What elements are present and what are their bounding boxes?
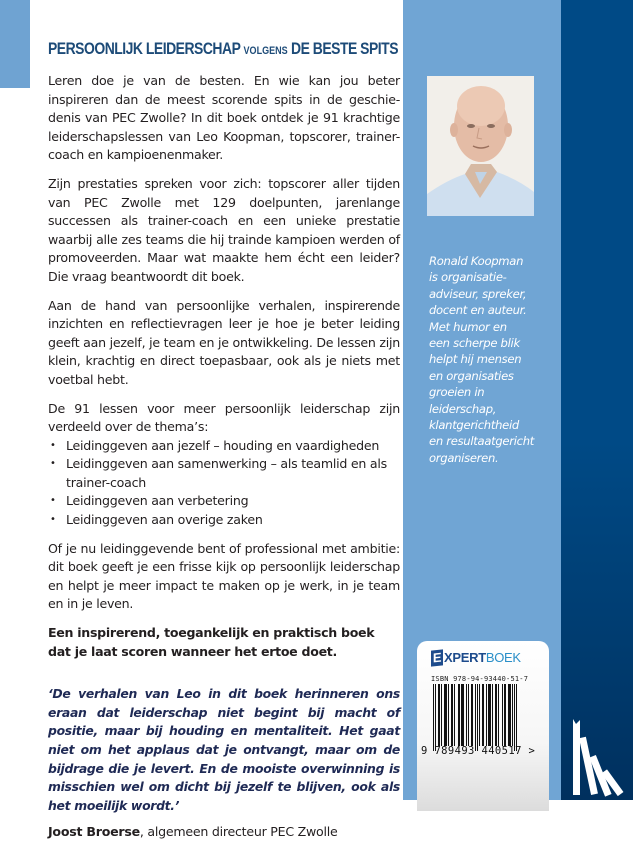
achievements-paragraph: Zijn prestaties spreken voor zich: topscorer aller tijden van PEC Zwolle met 129 doelpunten, jarenlange successen als trainer-coach en een unieke prestatie waarbij alle zes teams die hij trainde kampioen werden of promoveerden. Maar wat maakte hem écht een leider? Die vraag beantwoordt dit boek.: [48, 175, 400, 284]
bio-line: organiseren.: [429, 450, 499, 465]
portrait-image-icon: [427, 76, 534, 216]
falling-dominoes-icon: [571, 717, 627, 797]
bio-line: docent en auteur.: [429, 303, 527, 318]
logo-e-icon: E: [432, 649, 442, 666]
author-panel: [403, 0, 561, 800]
theme-item: • Leidinggeven aan verbetering: [48, 492, 400, 511]
bio-line: helpt hij mensen: [429, 352, 522, 367]
barcode-icon: [433, 684, 533, 746]
author-photo: [427, 76, 534, 216]
bio-line: klantgerichtheid: [429, 418, 519, 433]
bio-line: een scherpe blik: [429, 336, 520, 351]
bio-line: en organisaties: [429, 368, 514, 383]
intro-paragraph: Leren doe je van de besten. En wie kan jou beter inspireren dan de meest scorende spits in de geschie-denis van PEC Zwolle? In dit boek ontdek je 91 krachtige leiderschapslessen van Leo Koopman, topscorer, trainer-coach en kampioenenmaker.: [48, 73, 400, 163]
author-bio: [429, 253, 554, 466]
closing-paragraph: Of je nu leidinggevende bent of professional met ambitie: dit boek geeft je een frisse kijk op persoonlijk leiderschap en helpt je meer impact te maken op je werk, in je team en in je leven.: [48, 540, 400, 612]
bio-line: groeien in: [429, 385, 485, 400]
barcode-digits: 9 789493 440517 >: [421, 745, 536, 757]
logo-boek: BOEK: [485, 650, 521, 665]
bio-line: is organisatie-: [429, 270, 507, 285]
quote-attribution: [48, 823, 400, 841]
isbn-text: ISBN 978-94-93440-51-7: [431, 675, 529, 683]
endorsement-quote: ‘De verhalen van Leo in dit boek herinneren ons eraan dat leiderschap niet begint bij macht of positie, maar bij houding en mentaliteit. Het gaat niet om het applaus dat je ontvangt, maar om de bijdrage die je levert. En de mooiste overwinning is misschien wel om dicht bij jezelf te blijven, ook als het moeilijk wordt.’: [48, 686, 400, 813]
attribution-role: , algemeen directeur PEC Zwolle: [139, 824, 338, 840]
themes-intro: De 91 lessen voor meer persoonlijk leiderschap zijn verdeeld over de thema’s:: [48, 400, 400, 435]
theme-item: • Leidinggeven aan samenwerking – als teamlid en als trainer-coach: [48, 455, 400, 492]
bio-line: Ronald Koopman: [429, 254, 524, 268]
theme-item: • Leidinggeven aan jezelf – houding en vaardigheden: [48, 437, 400, 456]
bio-line: adviseur, spreker,: [429, 286, 527, 301]
attribution-name: Joost Broerse: [48, 824, 140, 840]
publisher-logo: [431, 650, 521, 666]
spine-panel: [561, 0, 633, 800]
logo-expert: XPERT: [444, 650, 486, 665]
approach-paragraph: Aan de hand van persoonlijke verhalen, inspirerende inzichten en reflectievragen leer je hoe je beter leiding geeft aan jezelf, je team en je ontwikkeling. De lessen zijn klein, krachtig en direct toepasbaar, ook als je niets met voetbal hebt.: [48, 297, 400, 387]
back-cover-text: [48, 38, 400, 841]
title-part-1: PERSOONLIJK LEIDERSCHAP: [48, 39, 244, 58]
tagline: Een inspirerend, toegankelijk en praktisch boek dat je laat scoren wanneer het ertoe doet.: [48, 625, 375, 659]
bio-line: leiderschap,: [429, 401, 497, 416]
barcode-card: [417, 641, 549, 811]
theme-item: • Leidinggeven aan overige zaken: [48, 511, 400, 530]
title-part-2: VOLGENS: [243, 45, 288, 57]
bio-line: en resultaatgericht: [429, 434, 535, 449]
title-part-3: DE BESTE SPITS: [287, 39, 399, 58]
themes-list: [48, 437, 400, 530]
cover-title: [48, 38, 399, 62]
bio-line: Met humor en: [429, 319, 507, 334]
decorative-blue-tab: [0, 0, 30, 88]
